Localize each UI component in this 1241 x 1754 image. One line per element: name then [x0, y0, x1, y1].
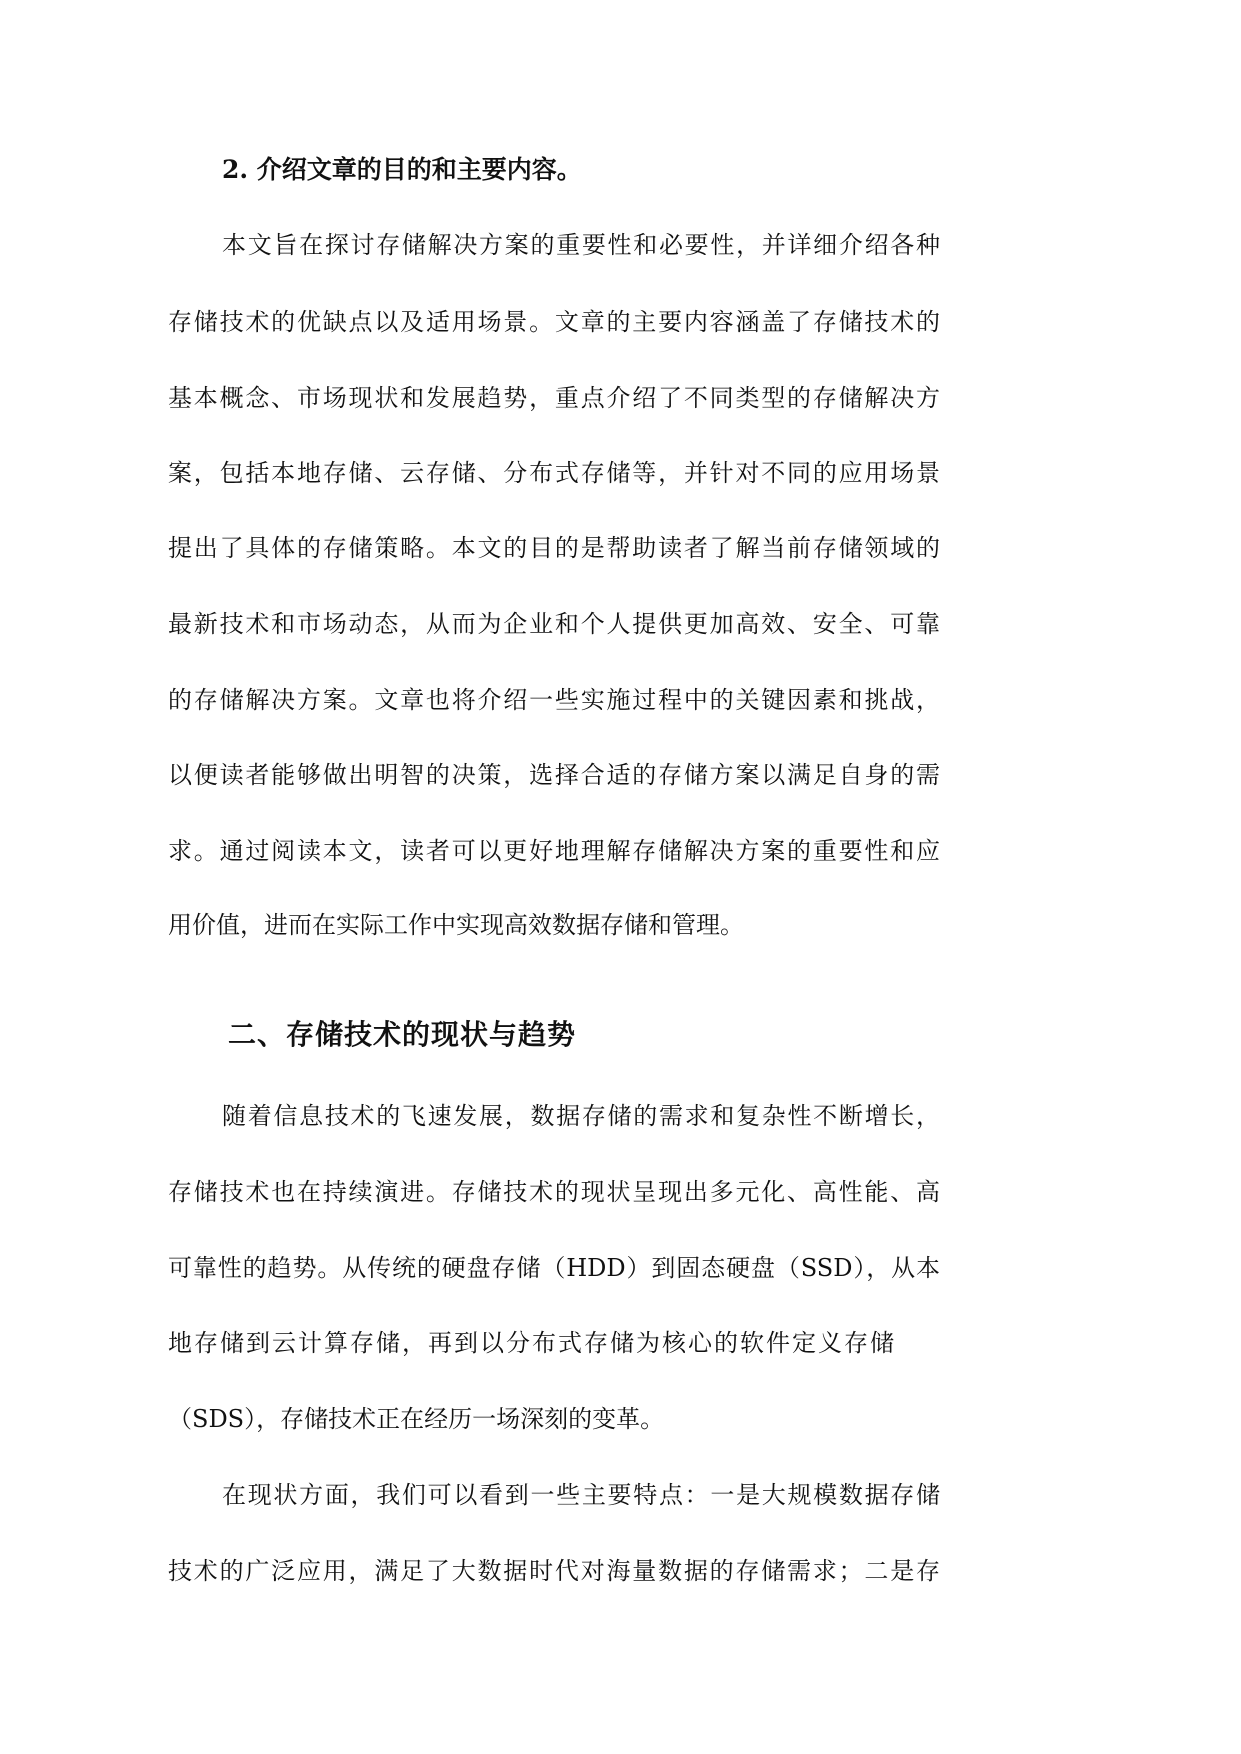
paragraph-line: 地存储到云计算存储，再到以分布式存储为核心的软件定义存储	[168, 1329, 896, 1357]
paragraph-line: 用价值，进而在实际工作中实现高效数据存储和管理。	[168, 911, 744, 939]
paragraph-line: 的存储解决方案。文章也将介绍一些实施过程中的关键因素和挑战，	[168, 686, 940, 714]
section-heading-purpose: 2. 介绍文章的目的和主要内容。	[222, 155, 582, 184]
paragraph-line: 求。通过阅读本文，读者可以更好地理解存储解决方案的重要性和应	[168, 837, 940, 865]
paragraph-line: 本文旨在探讨存储解决方案的重要性和必要性，并详细介绍各种	[222, 231, 940, 259]
paragraph-line: （SDS），存储技术正在经历一场深刻的变革。	[168, 1405, 665, 1433]
paragraph-line: 基本概念、市场现状和发展趋势，重点介绍了不同类型的存储解决方	[168, 384, 940, 412]
paragraph-line: 可靠性的趋势。从传统的硬盘存储（HDD）到固态硬盘（SSD），从本	[168, 1254, 940, 1282]
paragraph-line: 存储技术的优缺点以及适用场景。文章的主要内容涵盖了存储技术的	[168, 308, 940, 336]
paragraph-line: 随着信息技术的飞速发展，数据存储的需求和复杂性不断增长，	[222, 1102, 940, 1130]
paragraph-line: 最新技术和市场动态，从而为企业和个人提供更加高效、安全、可靠	[168, 610, 940, 638]
paragraph-line: 存储技术也在持续演进。存储技术的现状呈现出多元化、高性能、高	[168, 1178, 940, 1206]
paragraph-line: 以便读者能够做出明智的决策，选择合适的存储方案以满足自身的需	[168, 761, 940, 789]
paragraph-line: 在现状方面，我们可以看到一些主要特点：一是大规模数据存储	[222, 1481, 940, 1509]
paragraph-line: 案，包括本地存储、云存储、分布式存储等，并针对不同的应用场景	[168, 459, 940, 487]
paragraph-line: 技术的广泛应用，满足了大数据时代对海量数据的存储需求；二是存	[168, 1557, 940, 1585]
section-heading-status-trends: 二、存储技术的现状与趋势	[228, 1018, 577, 1051]
paragraph-line: 提出了具体的存储策略。本文的目的是帮助读者了解当前存储领域的	[168, 534, 940, 562]
